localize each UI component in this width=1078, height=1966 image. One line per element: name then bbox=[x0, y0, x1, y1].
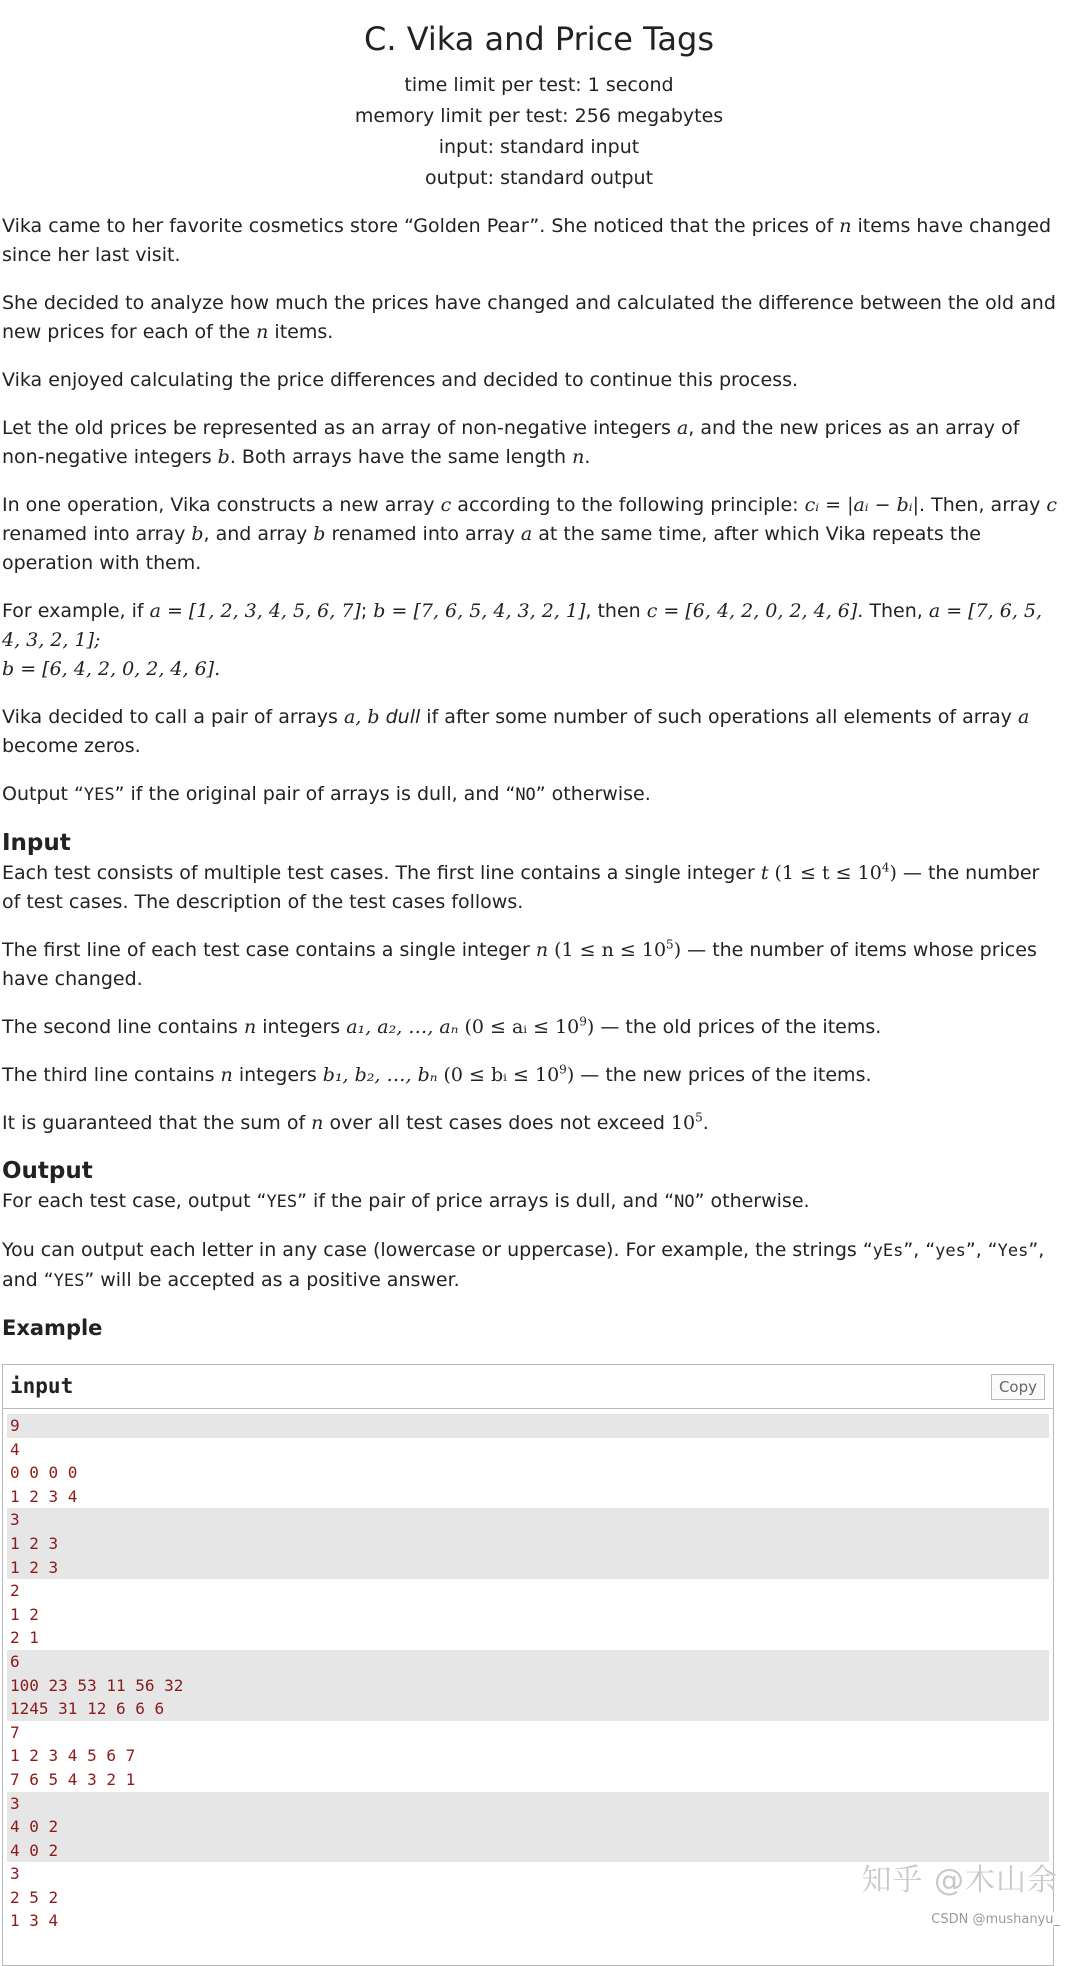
sample-input-header bbox=[3, 1365, 1053, 1409]
problem-header bbox=[0, 0, 1078, 194]
sample-input-line: 1 3 4 bbox=[7, 1909, 1049, 1933]
sample-input-line: 4 bbox=[7, 1438, 1049, 1462]
sample-input-line: 100 23 53 11 56 32 bbox=[7, 1674, 1049, 1698]
output-paragraph-1: For each test case, output “YES” if the pair of price arrays is dull, and “NO” otherwise. bbox=[2, 1190, 810, 1212]
sample-input-line: 2 1 bbox=[7, 1626, 1049, 1650]
sample-input-line: 1 2 3 bbox=[7, 1532, 1049, 1556]
sample-input-line: 1 2 3 4 bbox=[7, 1485, 1049, 1509]
statement-paragraph-4: Let the old prices be represented as an array of non-negative integers a, and the new prices as an array of non-negative integers b. Both arrays have the same length n. bbox=[2, 417, 1020, 468]
sample-input-line: 9 bbox=[7, 1414, 1049, 1438]
input-paragraph-5: It is guaranteed that the sum of n over all test cases does not exceed $10^5$. bbox=[2, 1110, 709, 1134]
statement-paragraph-8: Output “YES” if the original pair of arrays is dull, and “NO” otherwise. bbox=[2, 783, 651, 805]
sample-input-line: 2 bbox=[7, 1579, 1049, 1603]
sample-input-line: 0 0 0 0 bbox=[7, 1461, 1049, 1485]
statement-paragraph-7: Vika decided to call a pair of arrays a, b dull if after some number of such operations all elements of array a become zeros. bbox=[2, 706, 1030, 757]
sample-input-line: 7 6 5 4 3 2 1 bbox=[7, 1768, 1049, 1792]
statement-paragraph-2: She decided to analyze how much the prices have changed and calculated the difference between the old and new prices for each of the n items. bbox=[2, 292, 1056, 343]
sample-input-line: 3 bbox=[7, 1792, 1049, 1816]
sample-input-line: 1 2 3 4 5 6 7 bbox=[7, 1744, 1049, 1768]
time-limit: time limit per test: 1 second bbox=[404, 74, 674, 96]
sample-input-line: 7 bbox=[7, 1721, 1049, 1745]
statement-paragraph-1: Vika came to her favorite cosmetics store “Golden Pear”. She noticed that the prices of n items have changed since her last visit. bbox=[2, 215, 1052, 266]
statement-paragraph-6: For example, if a = [1, 2, 3, 4, 5, 6, 7]; b = [7, 6, 5, 4, 3, 2, 1], then c = [6, 4, 2, 0, 2, 4, 6]. Then, a = [7, 6, 5, 4, 3, 2, 1]; b = [6, 4, 2, 0, 2, 4, 6]. bbox=[2, 600, 1043, 680]
sample-input-line: 3 bbox=[7, 1862, 1049, 1886]
statement-paragraph-3: Vika enjoyed calculating the price differences and decided to continue this process. bbox=[2, 369, 799, 391]
sample-input-line: 4 0 2 bbox=[7, 1815, 1049, 1839]
sample-input-line: 1 2 bbox=[7, 1603, 1049, 1627]
sample-input-line: 1 2 3 bbox=[7, 1556, 1049, 1580]
input-paragraph-1: Each test consists of multiple test cases. The first line contains a single integer t $(1 \le t \le 10^4)$ — the number of test cases. The description of the test cases follows. bbox=[2, 860, 1040, 913]
sample-input-line: 6 bbox=[7, 1650, 1049, 1674]
input-paragraph-4: The third line contains n integers b₁, b₂, …, bₙ (0 ≤ bᵢ ≤ $10^9$) — the new prices of the items. bbox=[2, 1062, 872, 1086]
problem-title: C. Vika and Price Tags bbox=[364, 20, 714, 58]
output-paragraph-2: You can output each letter in any case (lowercase or uppercase). For example, the strings “yEs”, “yes”, “Yes”, and “YES” will be accepted as a positive answer. bbox=[2, 1239, 1045, 1291]
sample-input-line: 4 0 2 bbox=[7, 1839, 1049, 1863]
example-title: Example bbox=[2, 1316, 103, 1340]
zhihu-watermark: 知乎 @木山余 bbox=[861, 1863, 1058, 1898]
input-paragraph-2: The first line of each test case contains a single integer n $(1 \le n \le 10^5)$ — the number of items whose prices have changed. bbox=[2, 937, 1037, 990]
input-paragraph-3: The second line contains n integers a₁, a₂, …, aₙ (0 ≤ aᵢ ≤ $10^9$) — the old prices of the items. bbox=[2, 1014, 882, 1038]
input-spec: input: standard input bbox=[438, 136, 640, 158]
output-spec: output: standard output bbox=[424, 167, 654, 189]
sample-input-line: 1245 31 12 6 6 6 bbox=[7, 1697, 1049, 1721]
memory-limit: memory limit per test: 256 megabytes bbox=[354, 105, 724, 127]
csdn-watermark: CSDN @mushanyu_ bbox=[931, 1912, 1060, 1927]
input-section-title: Input bbox=[2, 830, 71, 856]
output-section-title: Output bbox=[2, 1158, 93, 1184]
statement-paragraph-5: In one operation, Vika constructs a new array c according to the following principle: cᵢ = |aᵢ − bᵢ|. Then, array c renamed into array b, and array b renamed into array a at the same time, after which Vika repeats the operation with them. bbox=[2, 494, 1058, 574]
sample-input-label: input bbox=[10, 1374, 74, 1398]
copy-button[interactable]: Copy bbox=[991, 1374, 1045, 1400]
problem-statement bbox=[0, 212, 1078, 1341]
sample-input-line: 2 5 2 bbox=[7, 1886, 1049, 1910]
sample-input-line: 3 bbox=[7, 1508, 1049, 1532]
